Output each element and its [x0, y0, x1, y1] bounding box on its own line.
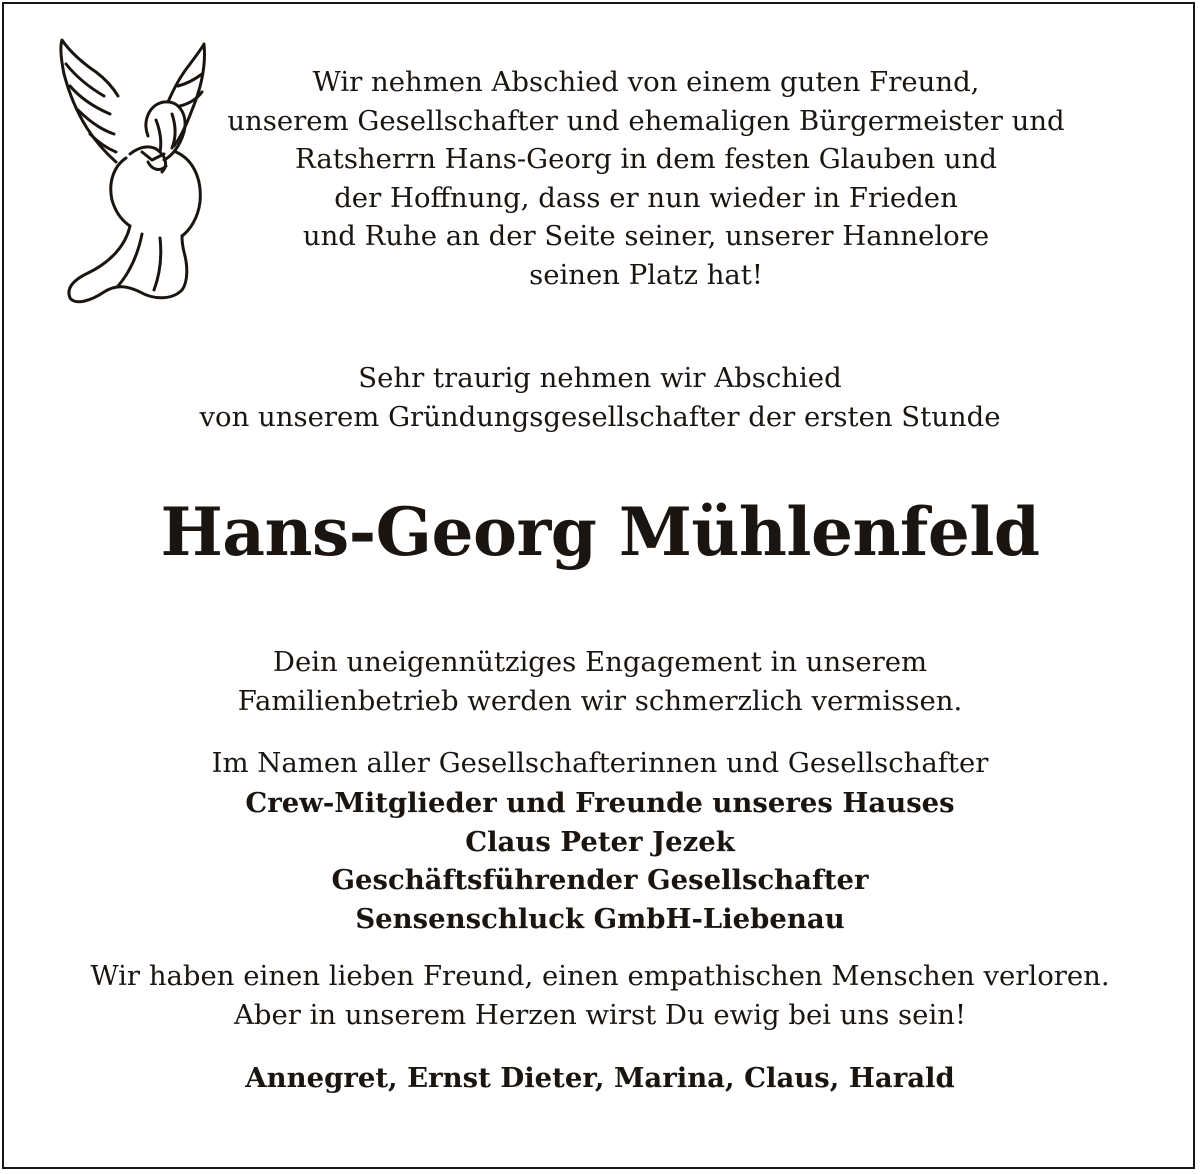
intro-line: Wir nehmen Abschied von einem guten Freund, — [312, 66, 980, 98]
engagement-line: Familienbetrieb werden wir schmerzlich vermissen. — [237, 684, 963, 717]
intro-line: Ratsherrn Hans-Georg in dem festen Glauben und — [295, 143, 997, 176]
farewell-line: Wir haben einen lieben Freund, einen empathischen Menschen verloren. — [90, 960, 1110, 992]
engagement-line: Dein uneigennütziges Engagement in unserem — [272, 646, 928, 678]
intro-line: seinen Platz hat! — [529, 258, 763, 291]
intro-line: der Hoffnung, dass er nun wieder in Frieden — [334, 181, 958, 214]
engagement-text — [0, 643, 1200, 720]
signer-line: Claus Peter Jezek — [465, 825, 735, 858]
on-behalf-line: Im Namen aller Gesellschafterinnen und Gesellschafter — [211, 747, 989, 779]
signers — [0, 784, 1200, 938]
intro-text — [46, 63, 1200, 295]
intro-line: und Ruhe an der Seite seiner, unserer Hannelore — [302, 220, 990, 253]
sorrow-line: Sehr traurig nehmen wir Abschied — [358, 362, 842, 394]
signer-line: Crew-Mitglieder und Freunde unseres Hauses — [245, 787, 955, 819]
farewell-text — [0, 957, 1200, 1034]
sorrow-line: von unserem Gründungsgesellschafter der ersten Stunde — [199, 400, 1001, 433]
signer-line: Sensenschluck GmbH-Liebenau — [355, 902, 845, 935]
sorrow-text — [0, 359, 1200, 436]
signer-line: Geschäftsführender Gesellschafter — [331, 864, 869, 896]
farewell-line: Aber in unserem Herzen wirst Du ewig bei uns sein! — [233, 998, 966, 1031]
intro-line: unserem Gesellschafter und ehemaligen Bürgermeister und — [227, 104, 1065, 137]
deceased-name: Hans-Georg Mühlenfeld — [160, 493, 1040, 571]
family-names: Annegret, Ernst Dieter, Marina, Claus, Harald — [245, 1062, 955, 1094]
